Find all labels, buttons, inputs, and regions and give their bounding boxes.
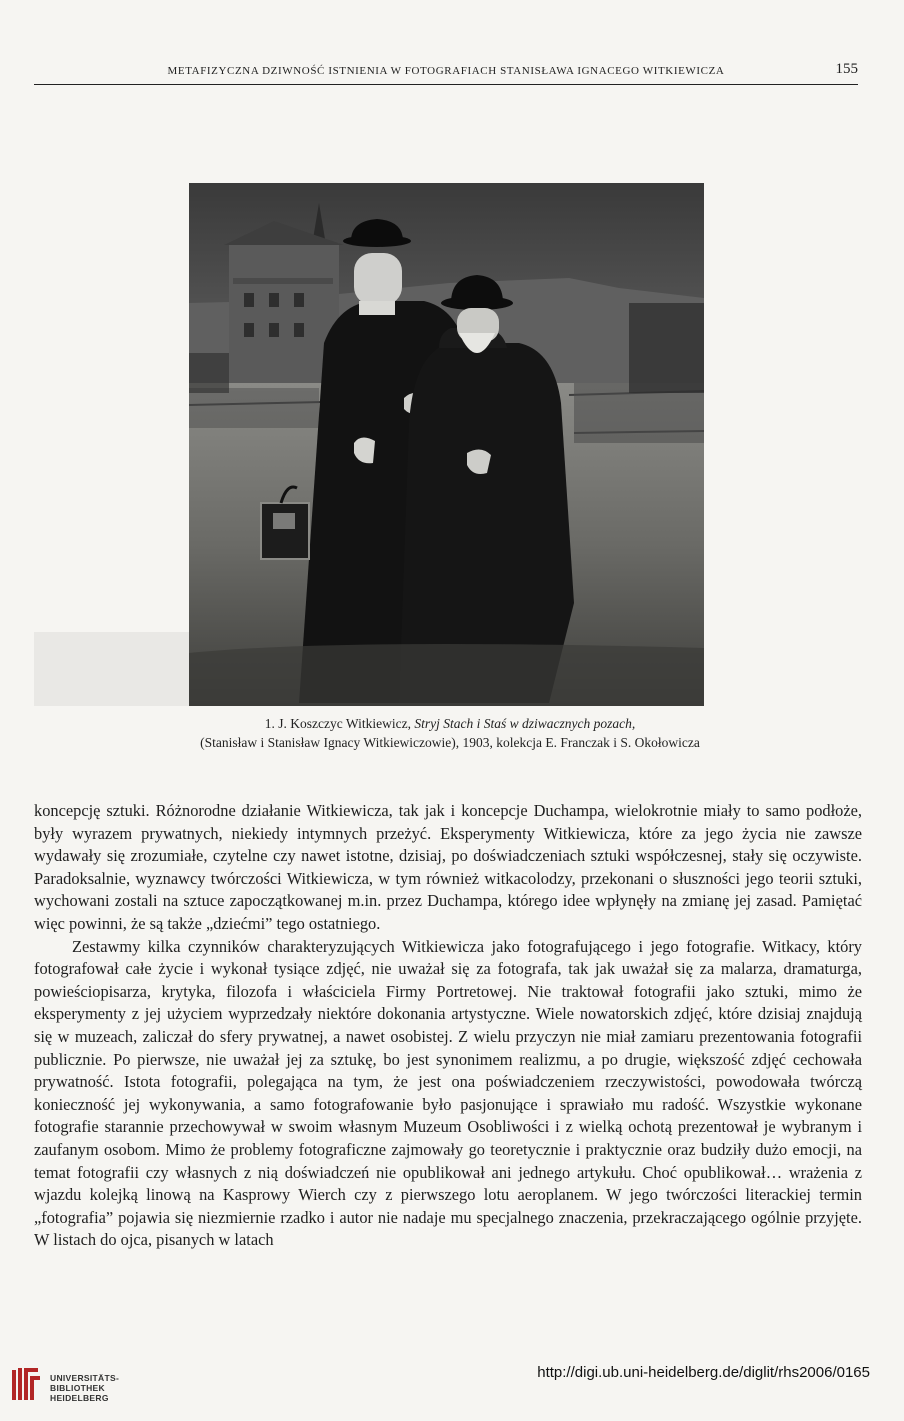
photo-shadow: [34, 632, 190, 706]
paragraph-2: Zestawmy kilka czynników charakteryzujących Witkiewicza jako fotografującego i jego fotografie. Witkacy, który fotografował całe życie i wykonał tysiące zdjęć, nie uważał się za fotografa, tak jak uważał się za malarza, dramaturga, powieściopisarza, krytyka, filozofa i właściciela Firmy Portretowej. Nie traktował fotografii jako sztuki, mimo że eksperymenty z jej użyciem wyprzedzały niektóre dokonania artystyczne. Wiele nowatorskich zdjęć, które dzisiaj znajdują się w muzeach, zaliczał do sfery prywatnej, a nawet osobistej. Z wielu przyczyn nie miał zamiaru prezentowania fotografii publicznie. Po pierwsze, nie uważał jej za sztukę, bo jest synonimem realizmu, a po drugie, większość zdjęć cechowała prywatność. Istota fotografii, polegająca na tym, że jest ona poświadczeniem rzeczywistości, powodowała twórczą konieczność jej wykonywania, a samo fotografowanie było pasjonujące i sprawiało mu radość. Wszystkie wykonane fotografie starannie przechowywał w swoim własnym Muzeum Osobliwości i z wielką ochotą prezentował je wybranym i zaufanym osobom. Mimo że problemy fotograficzne zajmowały go teoretycznie i praktycznie oraz budziły dużo emocji, na temat fotografii czy własnych z nią doświadczeń nie opublikował ani jednego artykułu. Choć opublikował… wrażenia z wjazdu kolejką linową na Kasprowy Wierch czy z pierwszego lotu aeroplanem. W jego twórczości literackiej termin „fotografia” pojawia się niezmiernie rzadko i autor nie nadaje mu specjalnego znaczenia, przekraczającego ogólnie przyjęte. W listach do ojca, pisanych w latach: [34, 936, 862, 1250]
historical-photograph: [189, 183, 704, 706]
page-number: 155: [835, 61, 858, 77]
running-header-title: METAFIZYCZNA DZIWNOŚĆ ISTNIENIA W FOTOGRAFIACH STANISŁAWA IGNACEGO WITKIEWICZA: [167, 65, 725, 77]
source-url: http://digi.ub.uni-heidelberg.de/diglit/rhs2006/0165: [537, 1364, 870, 1381]
photograph-two-men-icon: [189, 183, 704, 706]
logo-line-2: BIBLIOTHEK: [50, 1383, 105, 1393]
running-header: [34, 62, 858, 85]
figure-caption: [60, 714, 840, 752]
paragraph-1: koncepcję sztuki. Różnorodne działanie Witkiewicza, tak jak i koncepcje Duchampa, wielokrotnie miały to samo podłoże, były wyrazem prywatnych, niekiedy intymnych przeżyć. Eksperymenty Witkiewicza, które za jego życia nie zawsze wydawały się zrozumiałe, czytelne czy nawet istotne, dzisiaj, po doświadczeniach sztuki współczesnej, stały się oczywiste. Paradoksalnie, wyznawcy twórczości Witkiewicza, w tym również witkacolodzy, przekonani o słuszności jego teorii sztuki, wychowani zostali na sztuce zapoczątkowanej m.in. przez Duchampa, którego idee wpłynęły na zmianę jej zasad. Pamiętać więc powinni, że są także „dziećmi” tego ostatniego.: [34, 801, 862, 933]
library-name: [50, 1373, 119, 1403]
logo-line-3: HEIDELBERG: [50, 1393, 109, 1403]
caption-prefix: 1. J. Koszczyc Witkiewicz,: [264, 716, 415, 731]
caption-title: Stryj Stach i Staś w dziwacznych pozach,: [414, 716, 636, 731]
library-emblem-icon: [10, 1364, 42, 1404]
body-text: [34, 800, 862, 1252]
caption-line-1: [60, 714, 840, 733]
library-logo: [10, 1362, 150, 1410]
logo-line-1: UNIVERSITÄTS-: [50, 1373, 120, 1383]
caption-line-2: (Stanisław i Stanisław Ignacy Witkiewiczowie), 1903, kolekcja E. Franczak i S. Okołowicza: [200, 735, 700, 750]
